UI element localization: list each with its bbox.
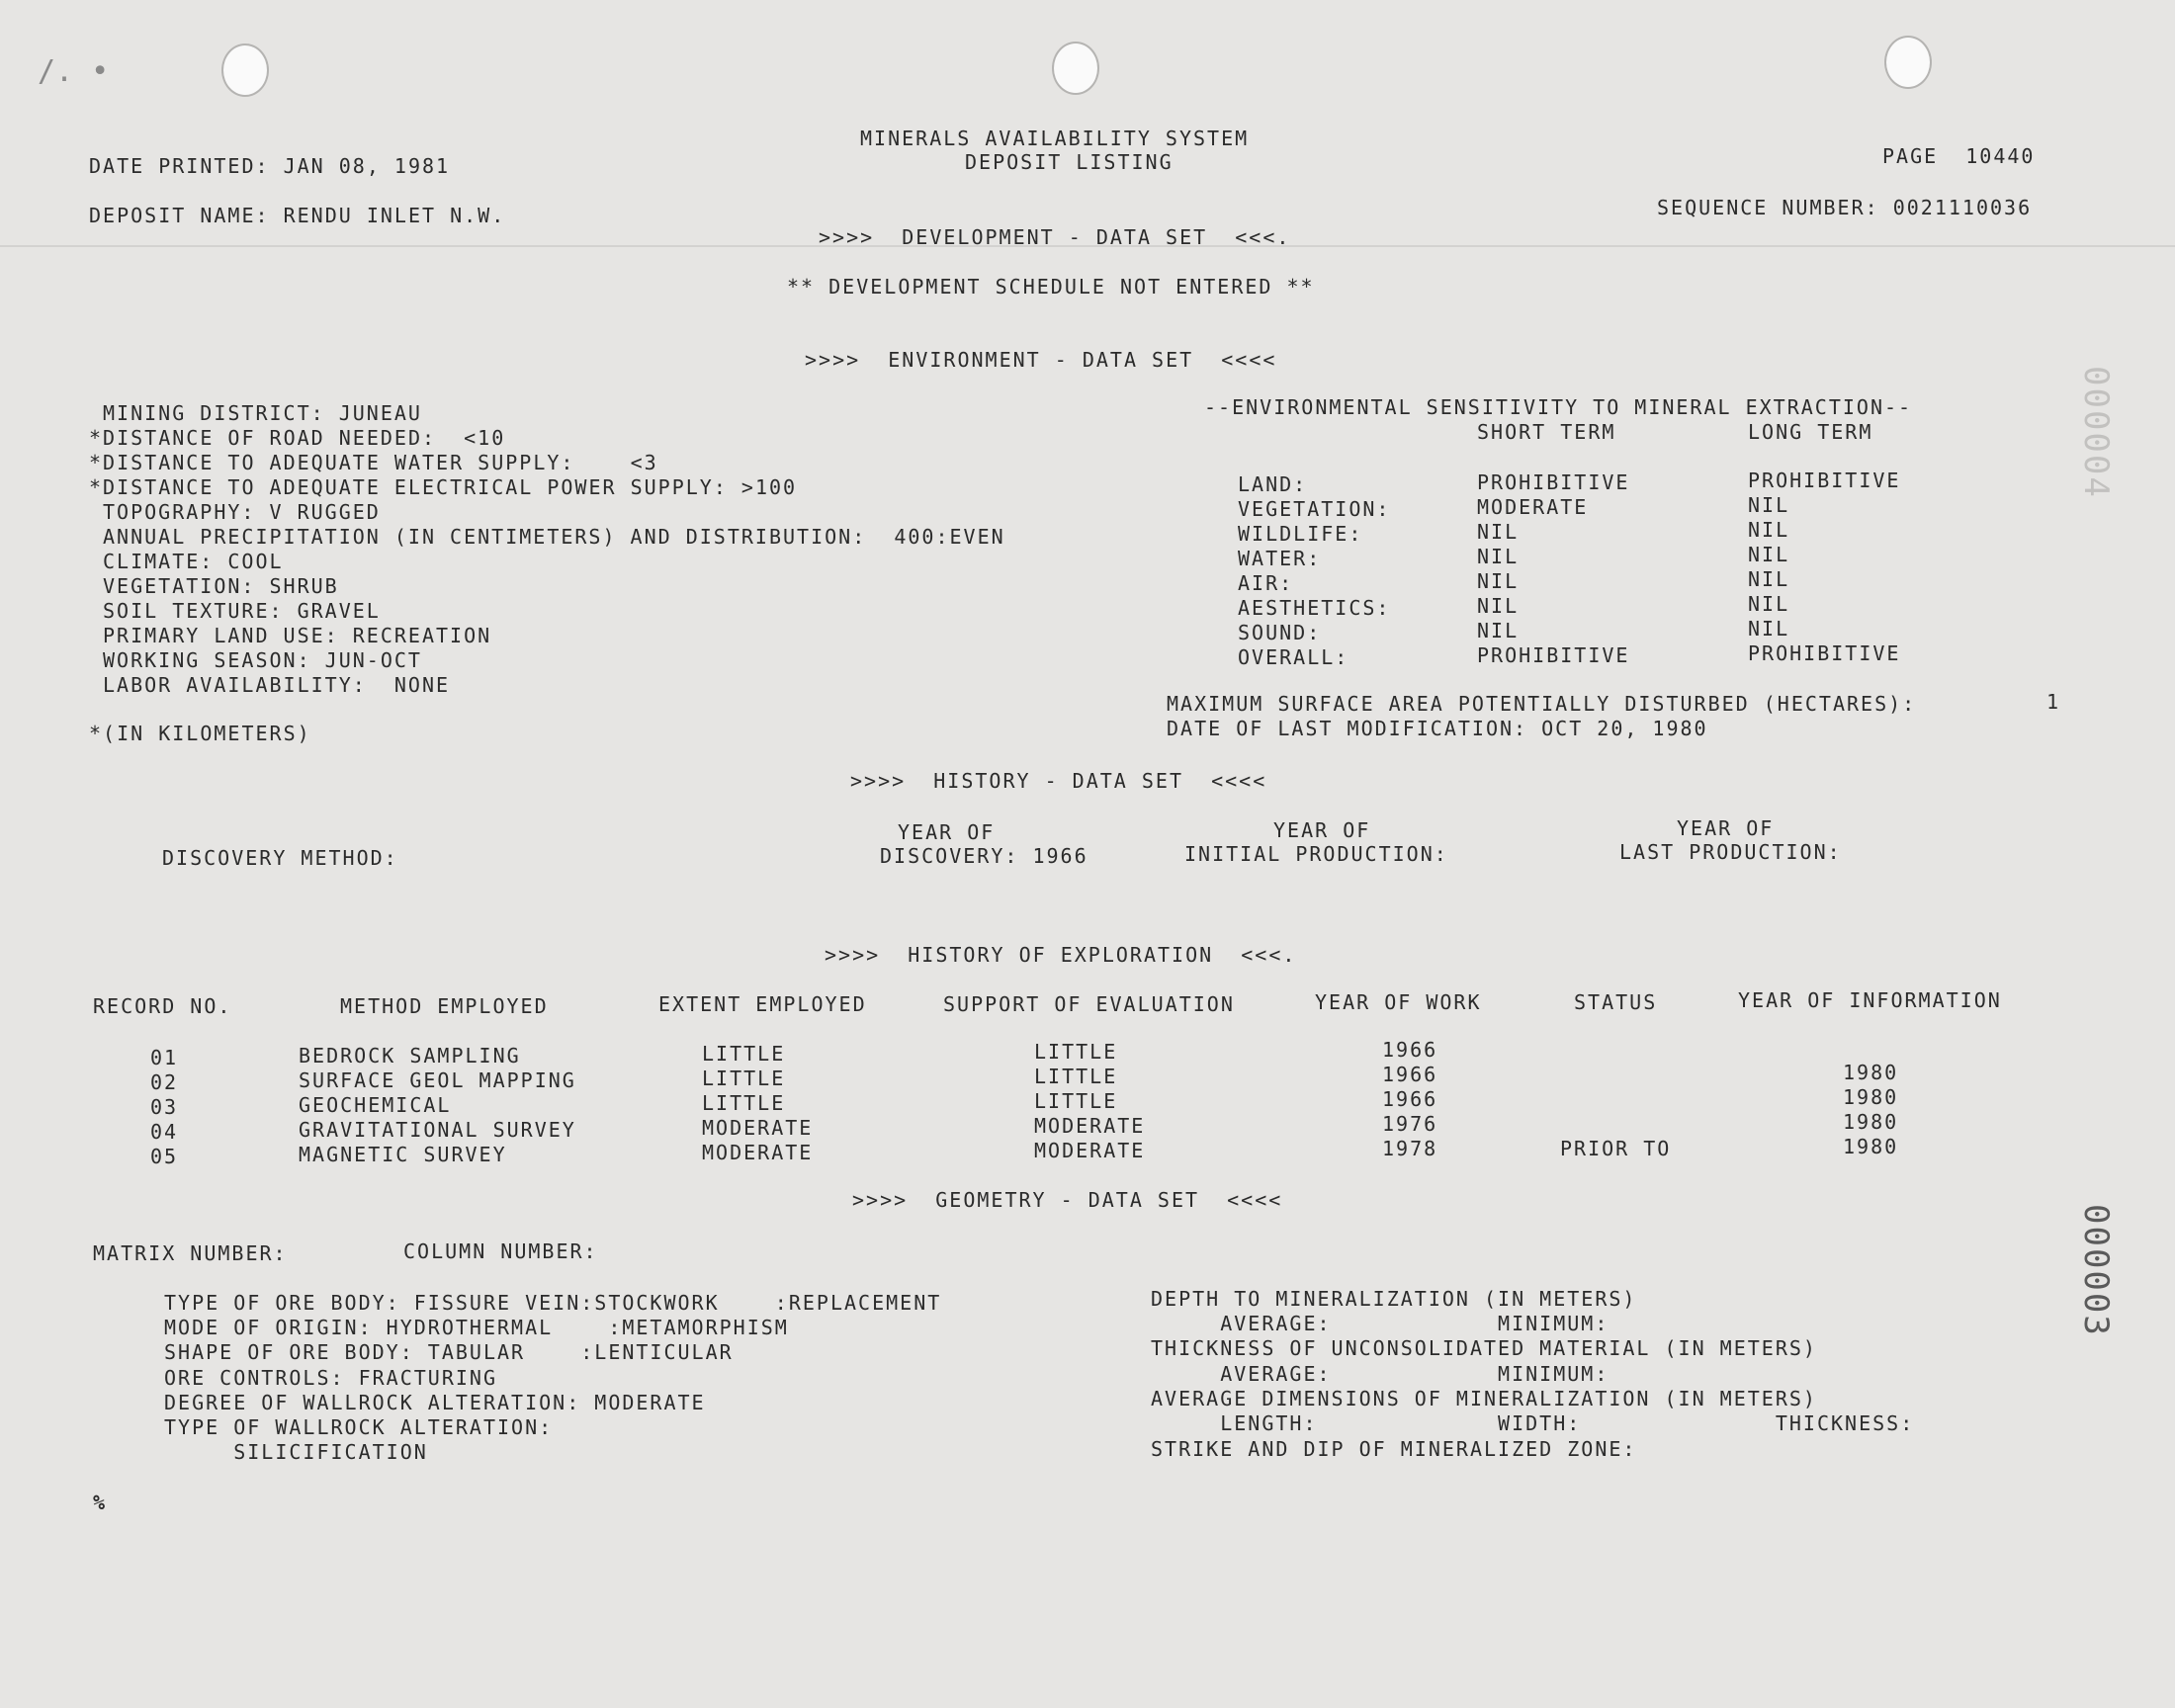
env-line: MINING DISTRICT: JUNEAU	[103, 401, 422, 425]
history-heading: >>>> HISTORY - DATA SET <<<<	[850, 769, 1267, 793]
sensitivity-short: PROHIBITIVE	[1477, 470, 1630, 494]
extent: LITTLE	[702, 1091, 786, 1115]
support: MODERATE	[1034, 1114, 1146, 1138]
sensitivity-label: VEGETATION:	[1238, 497, 1391, 521]
record-no: 01	[150, 1046, 179, 1069]
sequence-number: SEQUENCE NUMBER: 0021110036	[1657, 196, 2033, 219]
percent-mark: %	[93, 1491, 108, 1514]
year-of-information: 1980	[1843, 1135, 1899, 1158]
env-line: *DISTANCE OF ROAD NEEDED: <10	[89, 426, 506, 450]
support: LITTLE	[1034, 1040, 1118, 1064]
support: LITTLE	[1034, 1089, 1118, 1113]
punch-hole-center	[1052, 42, 1099, 95]
year-of-information: 1980	[1843, 1061, 1899, 1084]
exploration-heading: >>>> HISTORY OF EXPLORATION <<<.	[825, 943, 1297, 967]
geometry-line: SHAPE OF ORE BODY: TABULAR :LENTICULAR	[164, 1340, 734, 1364]
development-note: ** DEVELOPMENT SCHEDULE NOT ENTERED **	[787, 275, 1315, 299]
geometry-line: SILICIFICATION	[164, 1440, 428, 1464]
column-number: COLUMN NUMBER:	[403, 1239, 598, 1263]
geometry-line: TYPE OF WALLROCK ALTERATION:	[164, 1415, 554, 1439]
sensitivity-label: AESTHETICS:	[1238, 596, 1391, 620]
geometry-line: THICKNESS OF UNCONSOLIDATED MATERIAL (IN METERS)	[1151, 1336, 1817, 1360]
column-header: YEAR OF INFORMATION	[1738, 988, 2002, 1012]
status: PRIOR TO	[1560, 1137, 1672, 1160]
env-line: CLIMATE: COOL	[103, 550, 284, 573]
sensitivity-long: NIL	[1748, 567, 1790, 591]
method: GRAVITATIONAL SURVEY	[299, 1118, 576, 1142]
sensitivity-long: PROHIBITIVE	[1748, 641, 1901, 665]
geometry-line: ORE CONTROLS: FRACTURING	[164, 1366, 497, 1390]
last-modification: DATE OF LAST MODIFICATION: OCT 20, 1980	[1167, 717, 1708, 740]
extent: LITTLE	[702, 1042, 786, 1066]
sensitivity-label: OVERALL:	[1238, 645, 1349, 669]
env-line: WORKING SEASON: JUN-OCT	[103, 648, 422, 672]
column-header: EXTENT EMPLOYED	[658, 992, 867, 1016]
sensitivity-short: PROHIBITIVE	[1477, 643, 1630, 667]
year-of-work: 1978	[1382, 1137, 1438, 1160]
max-surface-area-value: 1	[2046, 690, 2061, 714]
pencil-marks: /. •	[38, 54, 110, 89]
geometry-line: DEGREE OF WALLROCK ALTERATION: MODERATE	[164, 1391, 706, 1414]
sensitivity-short: NIL	[1477, 594, 1520, 618]
column-header: RECORD NO.	[93, 994, 232, 1018]
method: BEDROCK SAMPLING	[299, 1044, 521, 1068]
record-no: 03	[150, 1095, 179, 1119]
km-footnote: *(IN KILOMETERS)	[89, 722, 311, 745]
env-line: *DISTANCE TO ADEQUATE WATER SUPPLY: <3	[89, 451, 658, 474]
sensitivity-long: NIL	[1748, 592, 1790, 616]
geometry-line: AVERAGE: MINIMUM:	[1151, 1362, 1610, 1386]
deposit-name: DEPOSIT NAME: RENDU INLET N.W.	[89, 204, 506, 227]
system-title: MINERALS AVAILABILITY SYSTEM	[860, 127, 1250, 150]
frame-stamp-top: 000004	[2076, 366, 2116, 499]
matrix-number: MATRIX NUMBER:	[93, 1241, 288, 1265]
sensitivity-label: LAND:	[1238, 472, 1308, 496]
discovery-method: DISCOVERY METHOD:	[162, 846, 398, 870]
listing-title: DEPOSIT LISTING	[965, 150, 1174, 174]
year-of-information: 1980	[1843, 1085, 1899, 1109]
sensitivity-short: NIL	[1477, 619, 1520, 642]
year-of-label: YEAR OF	[1677, 816, 1775, 840]
sensitivity-short: MODERATE	[1477, 495, 1589, 519]
sensitivity-label: AIR:	[1238, 571, 1294, 595]
env-line: PRIMARY LAND USE: RECREATION	[103, 624, 492, 647]
year-of-work: 1966	[1382, 1087, 1438, 1111]
sensitivity-short: NIL	[1477, 569, 1520, 593]
sensitivity-long: NIL	[1748, 543, 1790, 566]
sensitivity-heading: --ENVIRONMENTAL SENSITIVITY TO MINERAL EXTRACTION--	[1204, 395, 1913, 419]
punch-hole-right	[1884, 36, 1932, 89]
method: MAGNETIC SURVEY	[299, 1143, 507, 1166]
sensitivity-long: NIL	[1748, 493, 1790, 517]
extent: LITTLE	[702, 1067, 786, 1090]
sensitivity-long: NIL	[1748, 518, 1790, 542]
last-production: LAST PRODUCTION:	[1619, 840, 1842, 864]
method: GEOCHEMICAL	[299, 1093, 452, 1117]
short-term-header: SHORT TERM	[1477, 420, 1616, 444]
record-no: 04	[150, 1120, 179, 1144]
date-printed: DATE PRINTED: JAN 08, 1981	[89, 154, 451, 178]
env-line: SOIL TEXTURE: GRAVEL	[103, 599, 381, 623]
geometry-line: LENGTH: WIDTH: THICKNESS:	[1151, 1411, 1915, 1435]
record-no: 05	[150, 1145, 179, 1168]
geometry-line: AVERAGE DIMENSIONS OF MINERALIZATION (IN METERS)	[1151, 1387, 1817, 1410]
year-of-label: YEAR OF	[1273, 818, 1371, 842]
geometry-line: TYPE OF ORE BODY: FISSURE VEIN:STOCKWORK :REPLACEMENT	[164, 1291, 942, 1315]
discovery-year: DISCOVERY: 1966	[880, 844, 1088, 868]
method: SURFACE GEOL MAPPING	[299, 1068, 576, 1092]
frame-stamp-bottom: 000003	[2076, 1204, 2116, 1337]
max-surface-area: MAXIMUM SURFACE AREA POTENTIALLY DISTURBED (HECTARES):	[1167, 692, 1917, 716]
year-of-label: YEAR OF	[898, 820, 996, 844]
extent: MODERATE	[702, 1116, 814, 1140]
year-of-work: 1966	[1382, 1063, 1438, 1086]
sensitivity-label: WATER:	[1238, 547, 1322, 570]
extent: MODERATE	[702, 1141, 814, 1164]
env-line: LABOR AVAILABILITY: NONE	[103, 673, 451, 697]
column-header: METHOD EMPLOYED	[340, 994, 549, 1018]
page-number: PAGE 10440	[1882, 144, 2036, 168]
env-line: *DISTANCE TO ADEQUATE ELECTRICAL POWER SUPPLY: >100	[89, 475, 798, 499]
geometry-line: STRIKE AND DIP OF MINERALIZED ZONE:	[1151, 1437, 1637, 1461]
development-heading: >>>> DEVELOPMENT - DATA SET <<<.	[819, 225, 1291, 249]
environment-heading: >>>> ENVIRONMENT - DATA SET <<<<	[805, 348, 1277, 372]
column-header: SUPPORT OF EVALUATION	[943, 992, 1235, 1016]
geometry-line: MODE OF ORIGIN: HYDROTHERMAL :METAMORPHISM	[164, 1316, 789, 1339]
column-header: STATUS	[1574, 990, 1658, 1014]
sensitivity-long: PROHIBITIVE	[1748, 469, 1901, 492]
sensitivity-label: SOUND:	[1238, 621, 1322, 644]
record-no: 02	[150, 1070, 179, 1094]
support: MODERATE	[1034, 1139, 1146, 1162]
env-line: ANNUAL PRECIPITATION (IN CENTIMETERS) AND DISTRIBUTION: 400:EVEN	[103, 525, 1005, 549]
env-line: TOPOGRAPHY: V RUGGED	[103, 500, 381, 524]
env-line: VEGETATION: SHRUB	[103, 574, 339, 598]
geometry-line: DEPTH TO MINERALIZATION (IN METERS)	[1151, 1287, 1637, 1311]
year-of-work: 1966	[1382, 1038, 1438, 1062]
column-header: YEAR OF WORK	[1315, 990, 1482, 1014]
punch-hole-left	[221, 43, 269, 97]
year-of-work: 1976	[1382, 1112, 1438, 1136]
sensitivity-label: WILDLIFE:	[1238, 522, 1363, 546]
sensitivity-short: NIL	[1477, 520, 1520, 544]
initial-production: INITIAL PRODUCTION:	[1184, 842, 1448, 866]
year-of-information: 1980	[1843, 1110, 1899, 1134]
geometry-heading: >>>> GEOMETRY - DATA SET <<<<	[852, 1188, 1283, 1212]
long-term-header: LONG TERM	[1748, 420, 1873, 444]
support: LITTLE	[1034, 1065, 1118, 1088]
sensitivity-long: NIL	[1748, 617, 1790, 640]
sensitivity-short: NIL	[1477, 545, 1520, 568]
geometry-line: AVERAGE: MINIMUM:	[1151, 1312, 1610, 1335]
